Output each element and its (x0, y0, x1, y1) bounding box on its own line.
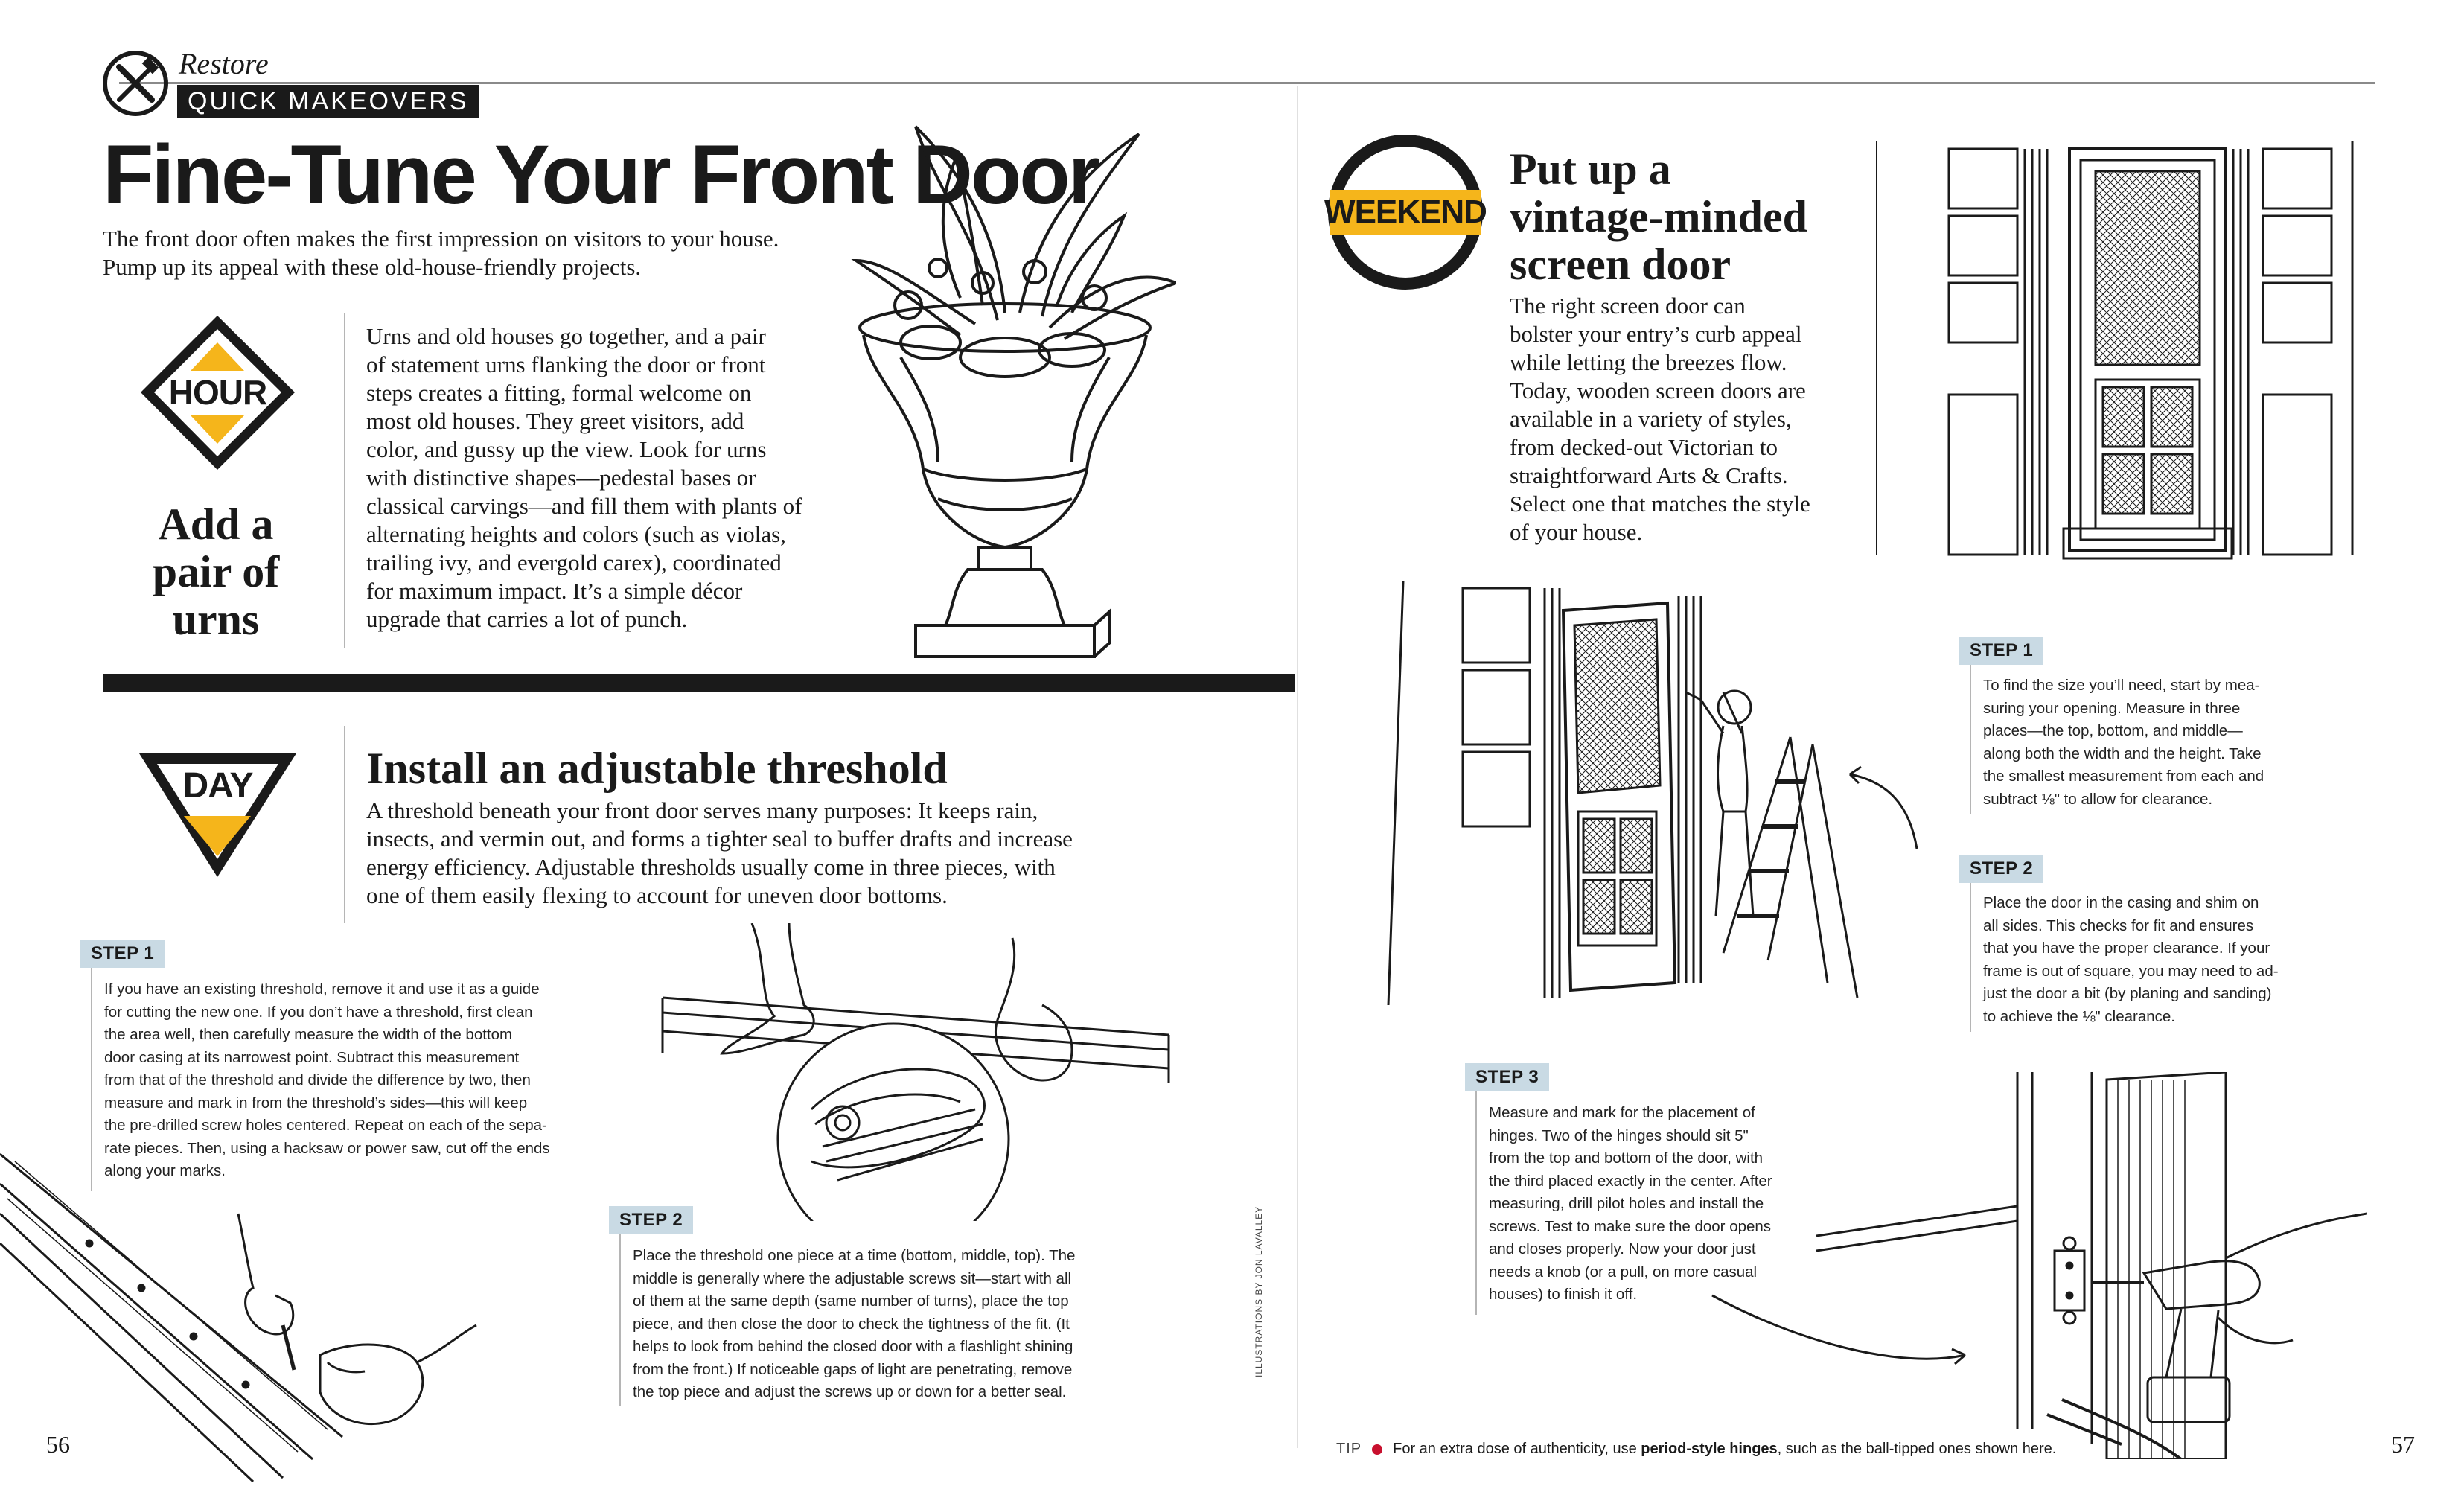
screen-step2-text: Place the door in the casing and shim on all sides. This checks for fit and ensures that you have the proper clearance. If your frame is out of square, you may need to ad- just the door a bit (by planing and sanding) to achieve the ⅛" clearance. (1983, 894, 2279, 1025)
threshold-step1-tag: STEP 1 (80, 940, 165, 968)
threshold-placement-illustration (655, 923, 1191, 1221)
day-badge (138, 752, 298, 879)
screen-step1-rule (1970, 665, 1971, 814)
screen-step3-rule (1475, 1091, 1477, 1315)
tip-label: TIP (1336, 1441, 1362, 1457)
screen-step2-tag: STEP 2 (1959, 855, 2043, 883)
day-badge-label: DAY (182, 766, 253, 806)
hour-badge (138, 313, 298, 473)
tip-bullet-icon (1372, 1444, 1382, 1455)
hinge-drilling-illustration (1705, 1072, 2367, 1459)
threshold-step2-text: Place the threshold one piece at a time (bottom, middle, top). The middle is generally where the adjustable screws sit—start with all of them at the same depth (same number of turns), place the top piece, and then close the door to check the tightness of the fit. (It helps to look from behind the closed door with a flashlight shining from the front.) If noticeable gaps of light are penetrating, remove the top piece and adjust the screws up or down for a better seal. (633, 1247, 1076, 1400)
screen-step1-tag: STEP 1 (1959, 637, 2043, 665)
weekend-badge (1324, 130, 1487, 294)
intro-paragraph: The front door often makes the first impression on visitors to your house. Pump up its appeal with these old-house-friendly projects. (103, 226, 779, 280)
screen-door-elevation-illustration (1876, 134, 2382, 566)
illustration-credit: ILLUSTRATIONS BY JON LAVALLEY (1254, 1205, 1264, 1377)
hour-badge-label: HOUR (168, 373, 267, 412)
screen-door-body: The right screen door can bolster your entry’s curb appeal while letting the breezes flow. Today, wooden screen doors are available in a variety of styles, from decked-out Victorian to straightforward Arts & Crafts. Select one that matches the style of your house. (1510, 293, 1810, 545)
screen-step2-rule (1970, 883, 1971, 1032)
threshold-step1-text: If you have an existing threshold, remove it and use it as a guide for cutting the new one. If you don’t have a threshold, first clean the area well, then carefully measure the width of the bottom door casing at its narrowest point. Subtract this measurement from that of the threshold and divide the difference by two, then measure and mark in from the threshold’s sides—this will keep the pre-drilled screw holes centered. Repeat on each of the sepa- rate pieces. Then, using a hacksaw or power saw, cut off the ends along your marks. (104, 981, 550, 1179)
screen-step3-tag: STEP 3 (1465, 1063, 1549, 1091)
page-title: Fine-Tune Your Front Door (103, 128, 1099, 221)
hammer-screwdriver-icon (103, 51, 168, 116)
threshold-heading: Install an adjustable threshold (366, 744, 948, 793)
page-number-left: 56 (46, 1431, 70, 1458)
threshold-cutting-illustration (0, 1139, 521, 1482)
section-script: Restore (179, 47, 269, 80)
screen-step1-text: To find the size you’ll need, start by mea- suring your opening. Measure in three places—the top, bottom, and middle— along both the width and the height. Take the smallest measurement from each and subtract ⅛" to allow for clearance. (1983, 677, 2264, 808)
urn-illustration (826, 112, 1176, 666)
tip-line (1336, 1441, 2056, 1458)
threshold-body: A threshold beneath your front door serves many purposes: It keeps rain, insects, and vermin out, and forms a tighter seal to buffer drafts and increase energy efficiency. Adjustable thresholds usually come in three pieces, with one of them easily flexing to account for uneven door bottoms. (366, 797, 1073, 908)
threshold-divider (344, 726, 345, 923)
urns-divider (344, 313, 345, 648)
screen-door-heading: Put up a vintage-minded screen door (1510, 144, 1808, 289)
urns-heading: Add a pair of urns (152, 500, 280, 644)
screen-step3-text: Measure and mark for the placement of hinges. Two of the hinges should sit 5" from the top and bottom of the door, with the third placed exactly in the center. After measuring, drill pilot holes and install the screws. Test to make sure the door opens and closes properly. Now your door just needs a knob (or a pull, on more casual houses) to finish it off. (1489, 1104, 1772, 1303)
threshold-step2-tag: STEP 2 (609, 1206, 693, 1234)
header-rule (119, 82, 2375, 84)
ladder-fitting-illustration (1373, 566, 1939, 1005)
page-gutter (1297, 86, 1298, 1448)
section-divider-band (103, 674, 1295, 692)
section-label: QUICK MAKEOVERS (177, 85, 479, 118)
threshold-step2-rule (619, 1234, 621, 1406)
page-number-right: 57 (2391, 1431, 2415, 1458)
urns-body: Urns and old houses go together, and a pair of statement urns flanking the door or front steps creates a fitting, formal welcome on most old houses. They greet visitors, add color, and gussy up the view. Look for urns with distinctive shapes—pedestal bases or classical carvings—and fill them with plants of alternating heights and colors (such as violas, trailing ivy, and evergold carex), coordinated for maximum impact. It’s a simple décor upgrade that carries a lot of punch. (366, 323, 802, 632)
weekend-badge-label: WEEKEND (1324, 194, 1487, 230)
tip-text: For an extra dose of authenticity, use period-style hinges, such as the ball-tipped ones shown here. (1393, 1441, 2057, 1457)
